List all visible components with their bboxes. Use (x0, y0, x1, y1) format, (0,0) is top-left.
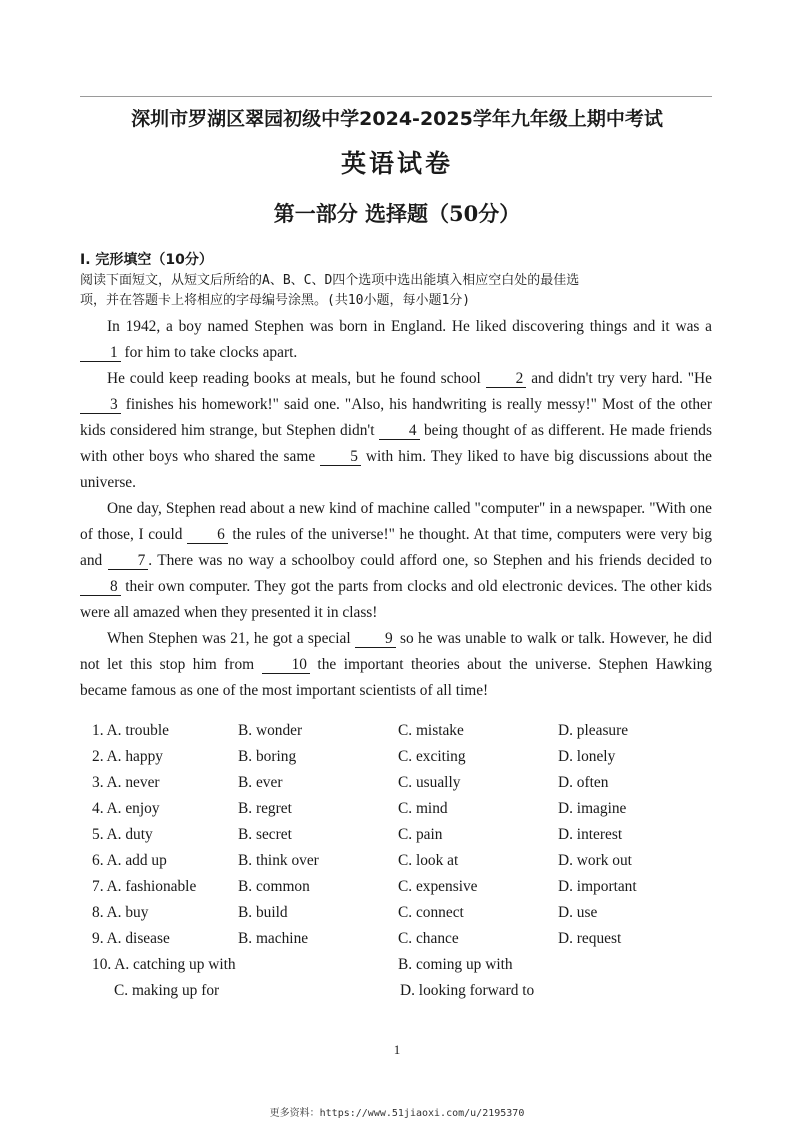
option-row (92, 748, 712, 774)
option-c: C. exciting (398, 748, 466, 765)
option-a: 2. A. happy (92, 748, 163, 765)
passage-text: their own computer. They got the parts from clocks and old electronic devices. The other kids were all amazed when they presented it in class! (80, 578, 712, 621)
passage-text: for him to take clocks apart. (120, 344, 298, 361)
blank-1: 1 (80, 345, 121, 362)
option-c: C. connect (398, 904, 464, 921)
option-c: C. pain (398, 826, 443, 843)
option-d: D. interest (558, 826, 623, 843)
option-b: B. common (238, 878, 310, 895)
option-d: D. important (558, 878, 637, 895)
option-a: 8. A. buy (92, 904, 149, 921)
section-heading: I. 完形填空（10分） (80, 252, 213, 268)
option-a: 6. A. add up (92, 852, 167, 869)
option-row (92, 852, 712, 878)
blank-6: 6 (187, 527, 228, 544)
option-d: D. lonely (558, 748, 616, 765)
exam-title: 深圳市罗湖区翠园初级中学2024-2025学年九年级上期中考试 (131, 108, 663, 130)
page-number: 1 (393, 1042, 401, 1057)
option-d: D. looking forward to (400, 982, 535, 999)
option-d: D. use (558, 904, 598, 921)
option-row (92, 826, 712, 852)
blank-10: 10 (262, 657, 310, 674)
blank-5: 5 (320, 449, 361, 466)
option-c: C. mind (398, 800, 448, 817)
passage-text: One day, Stephen read about a new kind of machine called "computer" in a newspaper. "With one of those, I could (80, 500, 712, 543)
paragraph-1 (80, 314, 712, 366)
option-a: 5. A. duty (92, 826, 153, 843)
option-b: B. coming up with (398, 956, 513, 973)
option-b: B. secret (238, 826, 292, 843)
option-a: 4. A. enjoy (92, 800, 160, 817)
instruction-line-1: 阅读下面短文，从短文后所给的A、B、C、D四个选项中选出能填入相应空白处的最佳选 (80, 273, 580, 288)
blank-8: 8 (80, 579, 121, 596)
option-b: B. wonder (238, 722, 303, 739)
passage-text: . There was no way a schoolboy could afford one, so Stephen and his friends decided to (148, 552, 712, 569)
option-row (92, 774, 712, 800)
passage-text: finishes his homework!" said one. "Also, his handwriting is really messy!" Most of the other kids considered him strange, but Stephen didn't (80, 396, 712, 439)
option-row (92, 904, 712, 930)
passage-text: with him. They liked to have big discussions about the universe. (80, 448, 712, 491)
exam-subtitle: 英语试卷 (340, 149, 453, 178)
section-instruction (80, 271, 720, 311)
option-row (92, 800, 712, 826)
blank-2: 2 (486, 371, 527, 388)
option-row-10b (92, 982, 712, 1008)
option-b: B. think over (238, 852, 319, 869)
option-c: C. expensive (398, 878, 478, 895)
option-b: B. regret (238, 800, 292, 817)
option-row (92, 878, 712, 904)
footer-resource-link: 更多资料：https://www.51jiaoxi.com/u/2195370 (269, 1108, 525, 1119)
blank-9: 9 (355, 631, 396, 648)
option-b: B. machine (238, 930, 309, 947)
option-a: 3. A. never (92, 774, 160, 791)
passage-text: so he was unable to walk or talk. However, he did not let this stop him from (80, 630, 712, 673)
part-title: 第一部分 选择题（50分） (273, 201, 521, 226)
option-a: 9. A. disease (92, 930, 170, 947)
option-b: B. ever (238, 774, 283, 791)
option-c: C. making up for (114, 982, 220, 999)
option-c: C. look at (398, 852, 459, 869)
paragraph-4 (80, 626, 712, 704)
option-b: B. boring (238, 748, 297, 765)
passage-text: the rules of the universe!" he thought. At that time, computers were very big and (80, 526, 712, 569)
option-d: D. imagine (558, 800, 627, 817)
passage-text: being thought of as different. He made friends with other boys who shared the same (80, 422, 712, 465)
instruction-line-2: 项，并在答题卡上将相应的字母编号涂黑。(共10小题，每小题1分) (80, 293, 471, 308)
option-row (92, 930, 712, 956)
option-d: D. pleasure (558, 722, 629, 739)
option-row (92, 722, 712, 748)
option-d: D. work out (558, 852, 632, 869)
option-d: D. often (558, 774, 609, 791)
passage-text: When Stephen was 21, he got a special (107, 630, 355, 647)
blank-4: 4 (379, 423, 420, 440)
paragraph-3 (80, 496, 712, 626)
header-rule (80, 96, 712, 97)
option-b: B. build (238, 904, 288, 921)
option-a: 7. A. fashionable (92, 878, 197, 895)
cloze-passage (80, 314, 712, 704)
blank-3: 3 (80, 397, 121, 414)
answer-options (92, 722, 712, 1008)
paragraph-2 (80, 366, 712, 496)
option-c: C. mistake (398, 722, 464, 739)
passage-text: the important theories about the universe. Stephen Hawking became famous as one of the most important scientists of all time! (80, 656, 713, 699)
passage-text: and didn't try very hard. "He (526, 370, 712, 387)
blank-7: 7 (108, 553, 149, 570)
option-row-10a (92, 956, 712, 982)
option-a: 1. A. trouble (92, 722, 169, 739)
option-c: C. usually (398, 774, 461, 791)
passage-text: In 1942, a boy named Stephen was born in England. He liked discovering things and it was a (107, 318, 712, 335)
passage-text: He could keep reading books at meals, but he found school (107, 370, 486, 387)
option-c: C. chance (398, 930, 459, 947)
option-d: D. request (558, 930, 622, 947)
option-a: 10. A. catching up with (92, 956, 236, 973)
